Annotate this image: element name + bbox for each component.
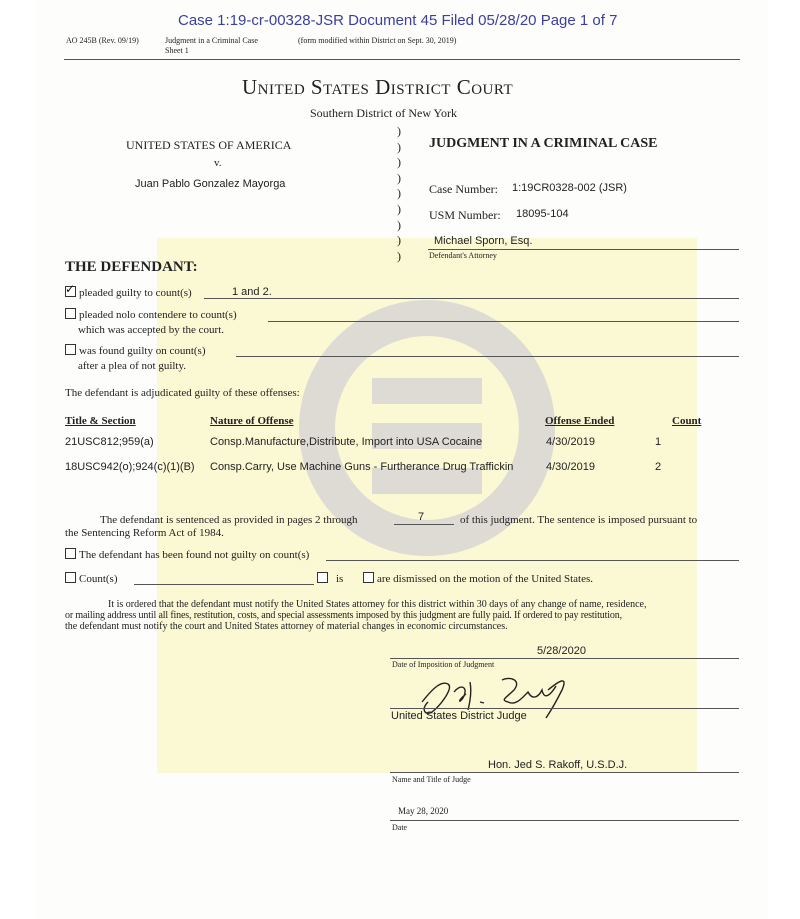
signature-caption: United States District Judge	[391, 710, 527, 722]
form-note: (form modified within District on Sept. 30, 2019)	[298, 36, 457, 45]
plaintiff-name: UNITED STATES OF AMERICA	[126, 138, 292, 152]
judge-name: Hon. Jed S. Rakoff, U.S.D.J.	[488, 759, 628, 771]
found-guilty-line	[236, 356, 739, 357]
sheet-label: Sheet 1	[165, 46, 189, 55]
case-number-label: Case Number:	[429, 182, 498, 196]
pleaded-guilty-checkbox[interactable]	[65, 286, 76, 297]
not-guilty-label: The defendant has been found not guilty on count(s)	[79, 549, 310, 561]
col-count: Count	[672, 415, 702, 427]
document-title: JUDGMENT IN A CRIMINAL CASE	[429, 136, 658, 151]
not-guilty-row	[65, 548, 309, 561]
are-label: are dismissed on the motion of the United States.	[377, 573, 593, 585]
district-name: Southern District of New York	[310, 106, 457, 120]
are-row	[363, 572, 593, 585]
is-checkbox[interactable]	[317, 572, 328, 583]
is-label: is	[336, 573, 344, 585]
are-checkbox[interactable]	[363, 572, 374, 583]
imposition-label: Date of Imposition of Judgment	[392, 660, 495, 669]
col-title-section: Title & Section	[65, 415, 136, 427]
nolo-row	[65, 308, 237, 321]
judge-name-label: Name and Title of Judge	[392, 775, 471, 784]
nolo-line	[268, 321, 739, 322]
not-guilty-line	[326, 560, 739, 561]
case-number: 1:19CR0328-002 (JSR)	[512, 182, 627, 194]
is-row	[317, 572, 343, 585]
header-rule	[64, 59, 740, 60]
col-nature-offense: Nature of Offense	[210, 415, 294, 427]
not-guilty-checkbox[interactable]	[65, 548, 76, 559]
attorney-label: Defendant's Attorney	[429, 251, 497, 260]
counts-checkbox[interactable]	[65, 572, 76, 583]
pleaded-guilty-line	[204, 298, 739, 299]
caption-brackets: ) ) ) ) ) ) ) ) )	[397, 124, 401, 263]
row-ended: 4/30/2019	[546, 436, 595, 448]
imposition-line	[390, 658, 739, 659]
judge-name-line	[390, 772, 739, 773]
usm-number-label: USM Number:	[429, 208, 501, 222]
row-count: 1	[655, 436, 662, 448]
court-name: United States District Court	[242, 75, 514, 99]
sentence-line-b: of this judgment. The sentence is imposed pursuant to	[460, 514, 698, 526]
found-guilty-checkbox[interactable]	[65, 344, 76, 355]
nolo-label: pleaded nolo contendere to count(s)	[79, 309, 237, 321]
signed-date: May 28, 2020	[398, 806, 449, 816]
row-ended: 4/30/2019	[546, 461, 595, 473]
nolo-sub: which was accepted by the court.	[78, 324, 224, 336]
signed-date-line	[390, 820, 739, 821]
order-line-3: the defendant must notify the court and United States attorney of material changes in economic circumstances.	[65, 621, 508, 632]
order-line-1: It is ordered that the defendant must notify the United States attorney for this district within 30 days of any change of name, residence,	[108, 599, 647, 610]
found-guilty-sub: after a plea of not guilty.	[78, 360, 187, 372]
defendant-name: Juan Pablo Gonzalez Mayorga	[135, 178, 286, 190]
attorney-name: Michael Sporn, Esq.	[434, 235, 533, 247]
sentence-pages: 7	[418, 511, 425, 523]
signature-line	[390, 708, 739, 709]
pleaded-guilty-label: pleaded guilty to count(s)	[79, 287, 192, 299]
usm-number: 18095-104	[516, 208, 569, 220]
versus-label: v.	[214, 157, 222, 169]
row-nature: Consp.Carry, Use Machine Guns - Furtherance Drug Traffickin	[210, 461, 514, 473]
found-guilty-row	[65, 344, 205, 357]
row-title-section: 21USC812;959(a)	[65, 436, 154, 448]
sentence-line-2: the Sentencing Reform Act of 1984.	[65, 527, 224, 539]
attorney-line	[428, 249, 739, 250]
row-count: 2	[655, 461, 662, 473]
pleaded-guilty-row	[65, 286, 192, 299]
defendant-heading: THE DEFENDANT:	[65, 259, 198, 275]
order-line-2: or mailing address until all fines, restitution, costs, and special assessments imposed by this judgment are fully paid. If ordered to pay restitution,	[65, 610, 622, 621]
form-title: Judgment in a Criminal Case	[165, 36, 258, 45]
date-label: Date	[392, 823, 408, 832]
row-title-section: 18USC942(o);924(c)(1)(B)	[65, 461, 195, 473]
filing-header: Case 1:19-cr-00328-JSR Document 45 Filed 05/28/20 Page 1 of 7	[178, 12, 618, 29]
counts-line	[134, 584, 314, 585]
form-id: AO 245B (Rev. 09/19)	[66, 36, 139, 45]
sentence-line-a: The defendant is sentenced as provided in pages 2 through	[100, 514, 358, 526]
nolo-checkbox[interactable]	[65, 308, 76, 319]
pleaded-guilty-value: 1 and 2.	[232, 286, 272, 298]
col-offense-ended: Offense Ended	[545, 415, 615, 427]
sentence-pages-line	[394, 524, 454, 525]
found-guilty-label: was found guilty on count(s)	[79, 345, 206, 357]
counts-label: Count(s)	[79, 573, 118, 585]
counts-row	[65, 572, 118, 585]
imposition-date: 5/28/2020	[537, 645, 586, 657]
adjudicated-text: The defendant is adjudicated guilty of these offenses:	[65, 387, 300, 399]
row-nature: Consp.Manufacture,Distribute, Import into USA Cocaine	[210, 436, 483, 448]
